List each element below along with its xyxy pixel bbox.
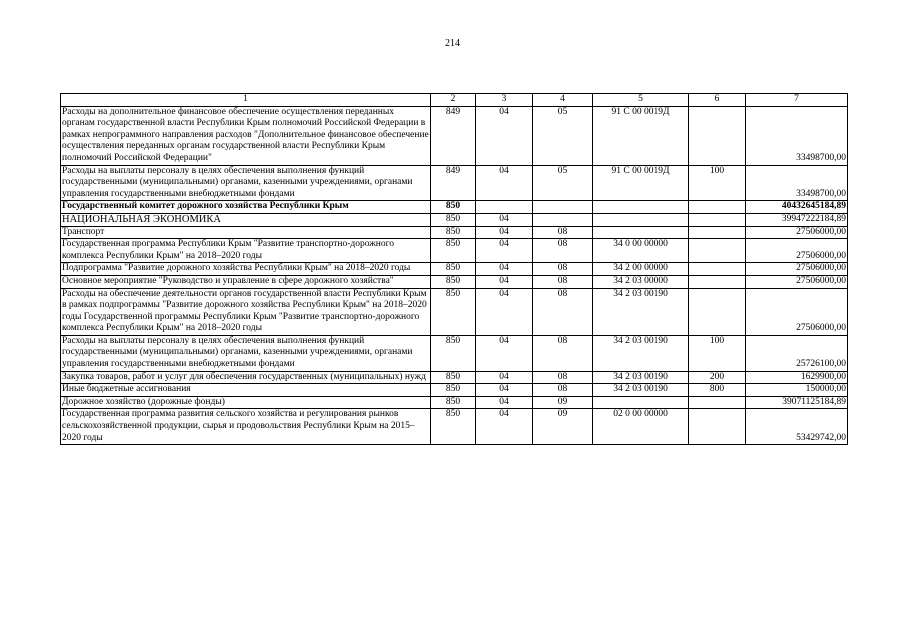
row-gr: 849: [431, 106, 476, 165]
row-csr: [593, 396, 689, 409]
row-gr: 850: [431, 275, 476, 288]
row-rz: 04: [476, 384, 533, 397]
row-sum: 150000,00: [746, 384, 848, 397]
row-csr: 34 2 03 00190: [593, 384, 689, 397]
row-rz: 04: [476, 275, 533, 288]
row-gr: 850: [431, 239, 476, 263]
row-gr: 850: [431, 371, 476, 384]
row-gr: 849: [431, 165, 476, 201]
row-name: Государственная программа развития сельского хозяйства и регулирования рынков сельскохозяйственной продукции, сырья и продовольствия Республики Крым на 2015–2020 годы: [61, 409, 431, 445]
row-pr: [533, 201, 593, 214]
page-number: 214: [445, 38, 460, 49]
row-name: Расходы на дополнительное финансовое обеспечение осуществления переданных органам государственной власти Республики Крым полномочий Российской Федерации в рамках непрограммного направления расходов "Дополнительное финансовое обеспечение осуществления переданных органам государственной власти Республики Крым полномочий Российской Федерации": [61, 106, 431, 165]
row-pr: 09: [533, 409, 593, 445]
row-vr: [689, 275, 746, 288]
row-rz: 04: [476, 396, 533, 409]
row-csr: 34 2 00 00000: [593, 263, 689, 276]
table-row: [61, 396, 848, 409]
table-row: [61, 288, 848, 335]
row-rz: 04: [476, 213, 533, 226]
row-gr: 850: [431, 335, 476, 371]
header-cell: 1: [61, 94, 431, 107]
row-pr: 08: [533, 335, 593, 371]
row-sum: 27506000,00: [746, 226, 848, 239]
header-cell: 6: [689, 94, 746, 107]
table-row: [61, 239, 848, 263]
table-row: [61, 384, 848, 397]
row-gr: 850: [431, 409, 476, 445]
table-row: [61, 106, 848, 165]
table-row: [61, 371, 848, 384]
row-sum: 33498700,00: [746, 106, 848, 165]
row-name: Иные бюджетные ассигнования: [61, 384, 431, 397]
row-gr: 850: [431, 384, 476, 397]
table-row: [61, 263, 848, 276]
row-csr: 91 С 00 0019Д: [593, 165, 689, 201]
row-sum: 27506000,00: [746, 288, 848, 335]
row-pr: 08: [533, 384, 593, 397]
row-rz: 04: [476, 335, 533, 371]
table-row: [61, 275, 848, 288]
row-pr: 08: [533, 275, 593, 288]
table-row: [61, 409, 848, 445]
row-vr: 100: [689, 165, 746, 201]
row-gr: 850: [431, 288, 476, 335]
row-vr: 100: [689, 335, 746, 371]
row-rz: 04: [476, 226, 533, 239]
row-sum: 39947222184,89: [746, 213, 848, 226]
row-rz: 04: [476, 371, 533, 384]
row-csr: 34 2 03 00190: [593, 288, 689, 335]
header-cell: 2: [431, 94, 476, 107]
row-sum: 1629900,00: [746, 371, 848, 384]
table-row: [61, 165, 848, 201]
row-sum: 27506000,00: [746, 239, 848, 263]
row-pr: 08: [533, 239, 593, 263]
row-name: Основное мероприятие "Руководство и управление в сфере дорожного хозяйства": [61, 275, 431, 288]
row-csr: [593, 213, 689, 226]
row-vr: [689, 263, 746, 276]
table-row: [61, 226, 848, 239]
row-rz: 04: [476, 106, 533, 165]
row-name: Расходы на выплаты персоналу в целях обеспечения выполнения функций государственными (муниципальными) органами, казенными учреждениями, органами управления государственными внебюджетными фондами: [61, 335, 431, 371]
row-sum: 27506000,00: [746, 263, 848, 276]
row-sum: 27506000,00: [746, 275, 848, 288]
row-csr: 34 2 03 00190: [593, 335, 689, 371]
table-row: [61, 213, 848, 226]
row-pr: 08: [533, 226, 593, 239]
row-gr: 850: [431, 226, 476, 239]
row-csr: [593, 201, 689, 214]
row-vr: [689, 396, 746, 409]
row-vr: [689, 239, 746, 263]
row-vr: [689, 226, 746, 239]
row-vr: [689, 106, 746, 165]
row-vr: [689, 213, 746, 226]
row-pr: 09: [533, 396, 593, 409]
row-gr: 850: [431, 396, 476, 409]
row-gr: 850: [431, 213, 476, 226]
row-pr: 08: [533, 263, 593, 276]
row-pr: 08: [533, 371, 593, 384]
row-sum: 53429742,00: [746, 409, 848, 445]
header-cell: 7: [746, 94, 848, 107]
row-pr: 08: [533, 288, 593, 335]
row-csr: 02 0 00 00000: [593, 409, 689, 445]
row-vr: [689, 201, 746, 214]
row-rz: 04: [476, 288, 533, 335]
row-vr: 200: [689, 371, 746, 384]
row-rz: 04: [476, 239, 533, 263]
row-csr: 91 С 00 0019Д: [593, 106, 689, 165]
row-name: Расходы на обеспечение деятельности органов государственной власти Республики Крым в рамках подпрограммы "Развитие дорожного хозяйства Республики Крым" на 2018–2020 годы Государственной программы Республики Крым "Развитие транспортно-дорожного комплекса Республики Крым" на 2018–2020 годы: [61, 288, 431, 335]
row-csr: [593, 226, 689, 239]
row-name: Закупка товаров, работ и услуг для обеспечения государственных (муниципальных) нужд: [61, 371, 431, 384]
row-rz: 04: [476, 263, 533, 276]
row-gr: 850: [431, 201, 476, 214]
row-name: Дорожное хозяйство (дорожные фонды): [61, 396, 431, 409]
table-row: [61, 201, 848, 214]
budget-table: [60, 93, 848, 445]
row-sum: 25726100,00: [746, 335, 848, 371]
table-row: [61, 335, 848, 371]
row-name: Государственный комитет дорожного хозяйства Республики Крым: [61, 201, 431, 214]
row-sum: 40432645184,89: [746, 201, 848, 214]
row-rz: 04: [476, 409, 533, 445]
row-csr: 34 2 03 00190: [593, 371, 689, 384]
row-gr: 850: [431, 263, 476, 276]
row-vr: [689, 409, 746, 445]
row-csr: 34 0 00 00000: [593, 239, 689, 263]
row-vr: [689, 288, 746, 335]
header-cell: 4: [533, 94, 593, 107]
row-csr: 34 2 03 00000: [593, 275, 689, 288]
row-pr: 05: [533, 106, 593, 165]
row-name: НАЦИОНАЛЬНАЯ ЭКОНОМИКА: [61, 213, 431, 226]
row-pr: 05: [533, 165, 593, 201]
row-sum: 33498700,00: [746, 165, 848, 201]
header-cell: 5: [593, 94, 689, 107]
row-sum: 39071125184,89: [746, 396, 848, 409]
row-pr: [533, 213, 593, 226]
row-name: Транспорт: [61, 226, 431, 239]
row-name: Расходы на выплаты персоналу в целях обеспечения выполнения функций государственными (муниципальными) органами, казенными учреждениями, органами управления государственными внебюджетными фондами: [61, 165, 431, 201]
row-name: Подпрограмма "Развитие дорожного хозяйства Республики Крым" на 2018–2020 годы: [61, 263, 431, 276]
row-name: Государственная программа Республики Крым "Развитие транспортно-дорожного комплекса Республики Крым" на 2018–2020 годы: [61, 239, 431, 263]
row-rz: [476, 201, 533, 214]
row-rz: 04: [476, 165, 533, 201]
row-vr: 800: [689, 384, 746, 397]
header-row: [61, 94, 848, 107]
header-cell: 3: [476, 94, 533, 107]
